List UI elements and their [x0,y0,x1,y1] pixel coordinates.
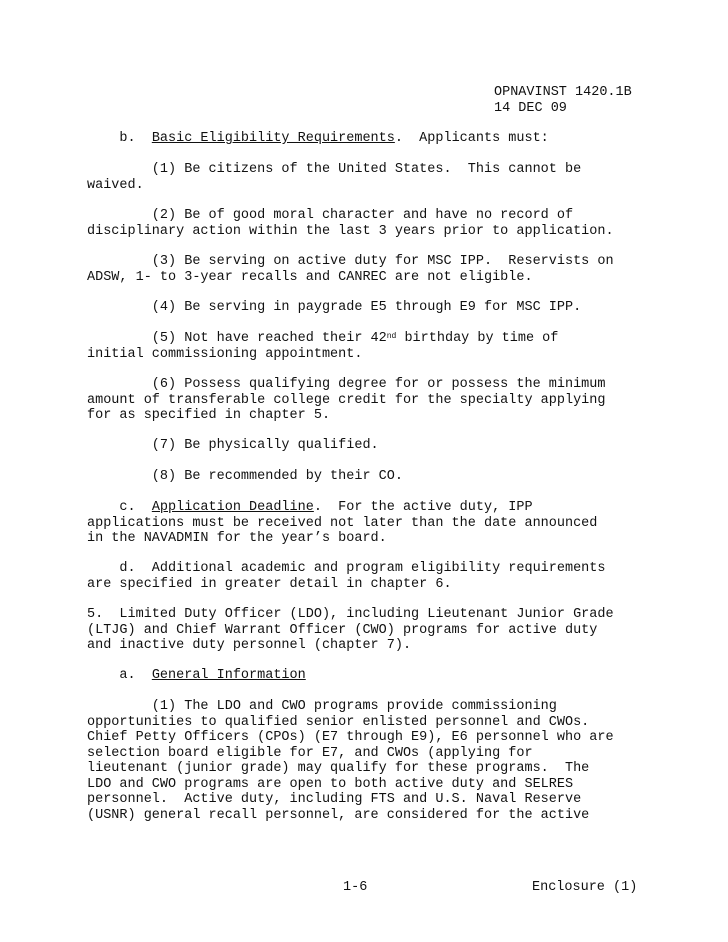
section-c-title: Application Deadline [151,500,314,515]
ordinal-superscript: nd [386,332,397,341]
requirement-1: (1) Be citizens of the United States. This cannot be waived. [87,162,582,193]
section-5: 5. Limited Duty Officer (LDO), including Lieutenant Junior Grade (LTJG) and Chief Warrant Officer (CWO) programs for active duty and inactive duty personnel (chapter 7). [87,607,614,653]
requirement-7: (7) Be physically qualified. [87,438,379,453]
section-5a-title: General Information [151,668,306,683]
enclosure-label: Enclosure (1) [532,880,638,895]
section-5a-heading: a. General Information [119,668,306,683]
section-b-heading: b. Basic Eligibility Requirements. Applicants must: [119,131,549,146]
section-c: c. Application Deadline. For the active duty, IPP applications must be received not later than the date announced in the NAVADMIN for the year’s board. [87,500,598,546]
section-d: d. Additional academic and program eligibility requirements are specified in greater detail in chapter 6. [87,561,606,592]
requirement-3: (3) Be serving on active duty for MSC IPP. Reservists on ADSW, 1- to 3-year recalls and CANREC are not eligible. [87,254,614,285]
instruction-date: 14 DEC 09 [494,100,567,116]
page-number: 1-6 [343,880,368,895]
requirement-4: (4) Be serving in paygrade E5 through E9 for MSC IPP. [87,300,582,315]
requirement-6: (6) Possess qualifying degree for or possess the minimum amount of transferable college credit for the specialty applying for as specified in chapter 5. [87,377,606,423]
instruction-number: OPNAVINST 1420.1B [494,85,632,100]
section-5a-paragraph-1: (1) The LDO and CWO programs provide commissioning opportunities to qualified senior enlisted personnel and CWOs. Chief Petty Officers (CPOs) (E7 through E9), E6 personnel who are selection board eligible for E7, and CWOs (applying for lieutenant (junior grade) may qualify for these programs. The LDO and CWO programs are open to both active duty and SELRES personnel. Active duty, including FTS and U.S. Naval Reserve (USNR) general recall personnel, are considered for the active [87,699,614,823]
requirement-8: (8) Be recommended by their CO. [87,469,403,484]
document-header [494,85,632,116]
requirement-5: (5) Not have reached their 42nd birthday by time of initial commissioning appointment. [87,331,559,362]
section-b-title: Basic Eligibility Requirements [151,131,395,146]
requirement-2: (2) Be of good moral character and have no record of disciplinary action within the last 3 years prior to application. [87,208,614,239]
